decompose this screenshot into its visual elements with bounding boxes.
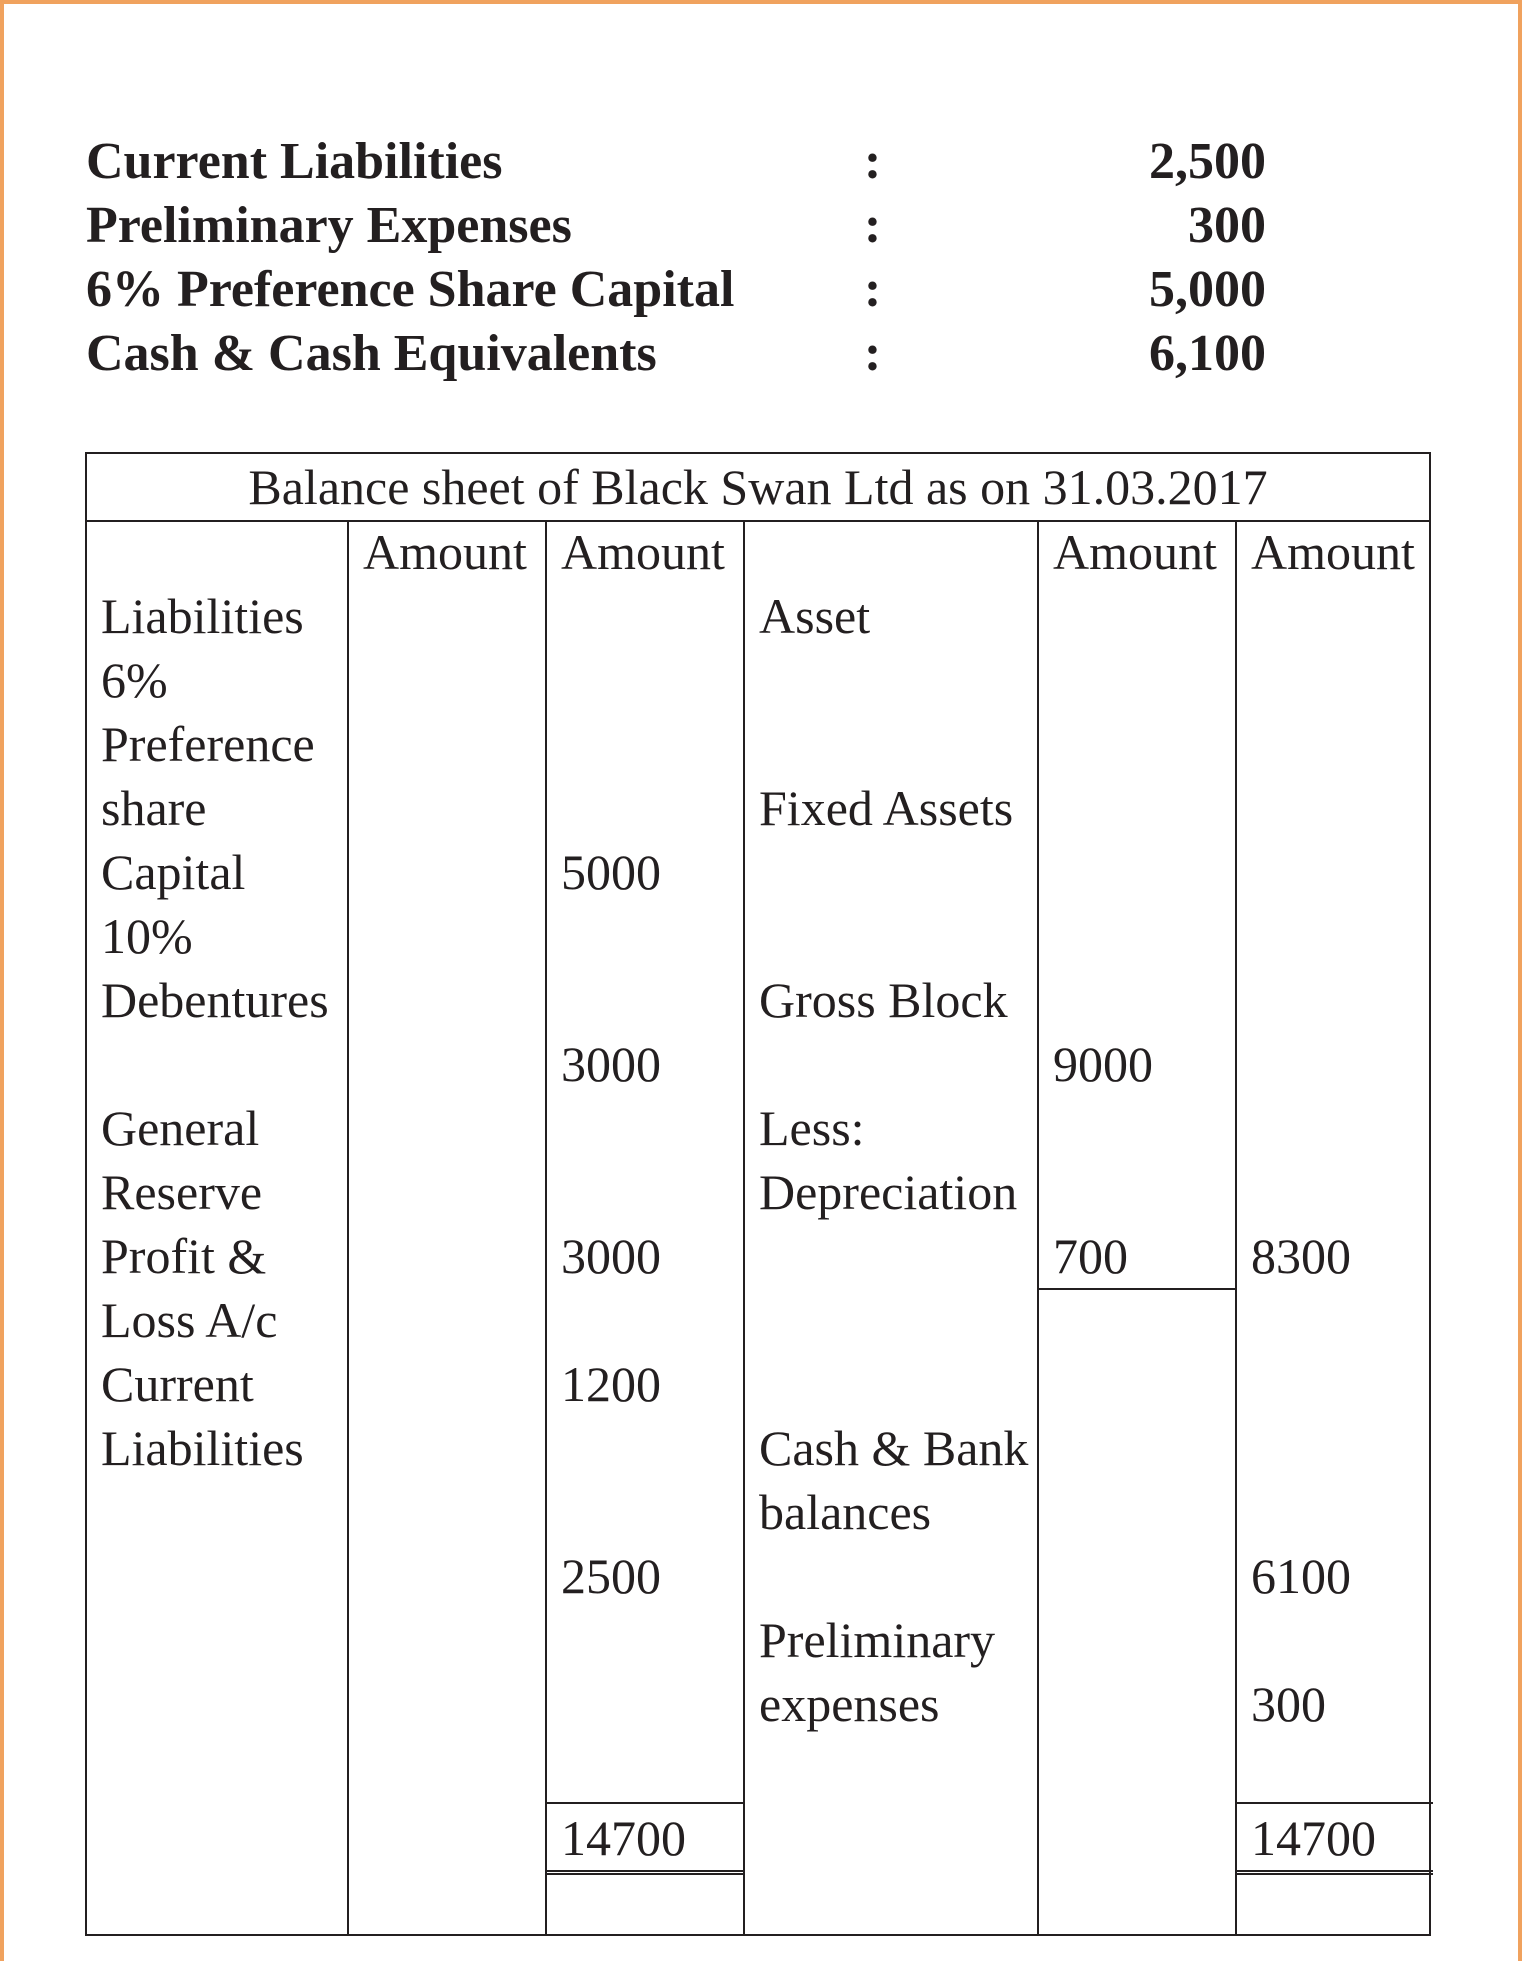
summary-row [86, 130, 1266, 194]
summary-row [86, 194, 1266, 258]
liability-label: General Reserve [101, 1100, 263, 1220]
liabilities-total: 14700 [561, 1810, 686, 1866]
subtotal-rule [1039, 1288, 1235, 1290]
balance-sheet-table [85, 452, 1431, 1936]
amount-header: Amount [363, 524, 527, 580]
summary-value: 5,000 [1149, 261, 1266, 318]
assets-amount-column-2 [1237, 520, 1433, 1934]
summary-value: 2,500 [1149, 133, 1266, 190]
asset-amount: 300 [1251, 1676, 1326, 1732]
liability-amount: 3000 [561, 1036, 661, 1092]
liability-amount: 2500 [561, 1548, 661, 1604]
assets-amount-column-1 [1039, 520, 1237, 1934]
liabilities-amount-column-1 [349, 520, 547, 1934]
asset-label: Cash & Bank balances [759, 1420, 1029, 1540]
summary-colon: : [864, 197, 882, 254]
total-rule [547, 1802, 743, 1804]
liability-amount: 5000 [561, 844, 661, 900]
liability-label: 6% Preference share Capital [101, 652, 315, 900]
asset-header: Asset [759, 588, 871, 644]
asset-amount: 6100 [1251, 1548, 1351, 1604]
asset-label: Preliminary expenses [759, 1612, 996, 1732]
asset-label: Gross Block [759, 972, 1008, 1028]
summary-colon: : [864, 261, 882, 318]
liabilities-column [87, 520, 349, 1934]
liability-label: Current Liabilities [101, 1356, 304, 1476]
balance-sheet-title: Balance sheet of Black Swan Ltd as on 31.03.2017 [87, 454, 1429, 522]
asset-amount: 700 [1053, 1228, 1128, 1284]
liability-label: Profit & Loss A/c [101, 1228, 278, 1348]
summary-label: Cash & Cash Equivalents [86, 325, 657, 382]
assets-column [745, 520, 1039, 1934]
liability-label: 10% Debentures [101, 908, 329, 1028]
asset-amount: 9000 [1053, 1036, 1153, 1092]
amount-header: Amount [1251, 524, 1415, 580]
summary-list [86, 130, 1266, 386]
summary-value: 300 [1188, 197, 1266, 254]
asset-label: Fixed Assets [759, 780, 1014, 836]
summary-row [86, 258, 1266, 322]
liabilities-header: Liabilities [101, 588, 304, 644]
total-double-rule [1237, 1870, 1433, 1875]
liability-amount: 1200 [561, 1356, 661, 1412]
amount-header: Amount [1053, 524, 1217, 580]
asset-label: Less: Depreciation [759, 1100, 1018, 1220]
summary-label: 6% Preference Share Capital [86, 261, 735, 318]
summary-colon: : [864, 325, 882, 382]
amount-header: Amount [561, 524, 725, 580]
summary-value: 6,100 [1149, 325, 1266, 382]
summary-label: Current Liabilities [86, 133, 503, 190]
assets-total: 14700 [1251, 1810, 1376, 1866]
summary-row [86, 322, 1266, 386]
total-double-rule [547, 1870, 743, 1875]
summary-label: Preliminary Expenses [86, 197, 572, 254]
total-rule [1237, 1802, 1433, 1804]
liability-amount: 3000 [561, 1228, 661, 1284]
liabilities-amount-column-2 [547, 520, 745, 1934]
asset-amount: 8300 [1251, 1228, 1351, 1284]
summary-colon: : [864, 133, 882, 190]
